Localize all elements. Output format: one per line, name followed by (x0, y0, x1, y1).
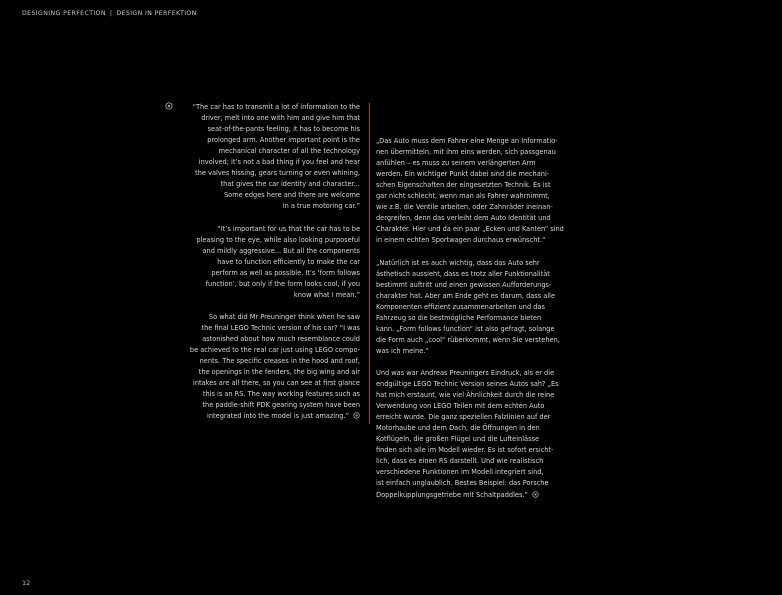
text-line: and mildly aggressive... But all the components (202, 246, 360, 255)
text-line: have to function efficiently to make the car (217, 257, 360, 266)
text-line: know what I mean.” (293, 290, 360, 299)
text-line: that gives the car identity and character... (220, 180, 360, 189)
text-line: prolonged arm. Another important point is the (207, 136, 360, 145)
text-line: Komponenten effizient zusammenarbeiten und das (376, 302, 545, 311)
english-paragraph-1 (180, 102, 360, 212)
text-line: the openings in the fenders, the big wing and air (198, 368, 360, 377)
text-line: in einem echten Sportwagen durchaus erwünscht.“ (376, 236, 546, 245)
text-line: charakter hat. Aber am Ende geht es darum, dass alle (376, 291, 556, 300)
text-line: pleasing to the eye, while also looking purposeful (196, 235, 360, 244)
lego-stud-icon (353, 412, 360, 419)
text-line: Some edges here and there are welcome (224, 191, 360, 200)
text-line-last (376, 490, 576, 501)
german-paragraph-2 (376, 258, 576, 357)
text-line-content: Doppelkupplungsgetriebe mit Schaltpaddles.“ (376, 490, 528, 499)
text-line: anfühlen – es muss zu seinem verlängerten Arm (376, 159, 536, 168)
english-column (180, 102, 360, 433)
german-paragraph-1 (376, 136, 576, 246)
text-line: function’, but only if the form looks cool, if you (205, 279, 360, 288)
text-line: schen Eigenschaften der eingesetzten Technik. Es ist (376, 181, 551, 190)
german-column (376, 136, 576, 512)
text-line: the valves hissing, gears turning or even whining, (195, 169, 360, 178)
text-line: “The car has to transmit a lot of information to the (192, 103, 360, 111)
header-title-de: DESIGN IN PERFEKTION (116, 10, 197, 17)
text-line-content: integrated into the model is just amazing.” (207, 412, 349, 421)
text-line: die Form auch „cool“ rüberkommt, wenn Sie verstehen, (376, 335, 560, 344)
text-line: werden. Ein wichtiger Punkt dabei sind die mechani- (376, 170, 550, 179)
text-line: erreicht wurde. Die ganz speziellen Falzlinien auf der (376, 413, 551, 422)
text-line: seat-of-the-pants feeling; it has to become his (207, 125, 360, 134)
text-line: Verwendung von LEGO Teilen mit dem echten Auto (376, 402, 545, 411)
german-paragraph-3 (376, 368, 576, 501)
text-line: wie z.B. die Ventile arbeiten, oder Zahnräder ineinan- (376, 203, 553, 212)
text-line: gar nicht schlecht, wenn man als Fahrer wahrnimmt, (376, 192, 550, 201)
text-line: „Das Auto muss dem Fahrer eine Menge an Informatio- (376, 137, 558, 145)
text-line: ist einfach unglaublich. Bestes Beispiel: das Porsche (376, 479, 549, 488)
text-line: hat mich erstaunt, wie viel Ähnlichkeit durch die reine (376, 391, 555, 400)
lego-stud-icon (165, 102, 173, 110)
text-line: So what did Mr Preuninger think when he saw (208, 312, 360, 321)
text-line: involved; it’s not a bad thing if you feel and hear (198, 158, 360, 167)
text-line: finden sich alle im Modell wieder. Es ist sofort ersicht- (376, 446, 554, 455)
text-line: perform as well as possible. It’s ‘form follows (211, 268, 360, 277)
header-title-en: DESIGNING PERFECTION (22, 10, 106, 17)
text-line: ästhetisch aussieht, dass es trotz aller Funktionalität (376, 269, 550, 278)
text-line: dergreifen, denn das verleiht dem Auto Identität und (376, 214, 551, 223)
text-line: Motorhaube und dem Dach, die Öffnungen in den (376, 424, 540, 433)
text-line: in a true motoring car.” (282, 202, 360, 211)
lego-stud-icon (532, 491, 539, 498)
text-line: this is an RS. The way working features such as (202, 390, 360, 399)
text-line: Und was war Andreas Preuningers Eindruck, als er die (376, 368, 555, 377)
text-line: lich, dass es einen RS darstellt. Und wie realistisch (376, 457, 544, 466)
column-divider (369, 103, 370, 424)
text-line: Kotflügeln, die großen Flügel und die Lufteinlässe (376, 435, 540, 444)
text-line: Charakter. Hier und da ein paar „Ecken und Kanten“ sind (376, 225, 564, 234)
text-line: astonished about how much resemblance could (202, 334, 360, 343)
text-line: „Natürlich ist es auch wichtig, dass das Auto sehr (376, 258, 540, 267)
english-paragraph-3 (180, 312, 360, 422)
text-line: nents. The specific creases in the hood and roof, (199, 357, 360, 366)
page-number: 12 (22, 579, 31, 587)
text-line: intakes are all there, so you can see at first glance (193, 379, 360, 388)
text-line: be achieved to the real car just using LEGO compo- (189, 346, 360, 355)
text-line: nen übermitteln, mit ihm eins werden, sich passgenau (376, 148, 556, 157)
text-line: verschiedene Funktionen im Modell integriert sind, (376, 468, 544, 477)
text-line: mechanical character of all the technology (218, 147, 360, 156)
text-line: the final LEGO Technic version of his car? “I was (201, 323, 360, 332)
text-line-last (180, 411, 360, 422)
text-line: the paddle-shift PDK gearing system have been (202, 401, 360, 410)
running-header (22, 10, 197, 17)
text-line: Fahrzeug so die bestmögliche Performance bieten (376, 313, 542, 322)
header-separator: | (109, 10, 113, 17)
text-line: bestimmt auftritt und einen gewissen Aufforderungs- (376, 280, 552, 289)
text-line: driver, melt into one with him and give him that (201, 114, 360, 123)
text-line: “It’s important for us that the car has to be (217, 224, 360, 233)
text-line: was ich meine.“ (376, 346, 429, 355)
text-line: kann. „Form follows function“ ist also gefragt, solange (376, 324, 555, 333)
text-line: endgültige LEGO Technic Version seines Autos sah? „Es (376, 380, 559, 389)
english-paragraph-2 (180, 224, 360, 301)
